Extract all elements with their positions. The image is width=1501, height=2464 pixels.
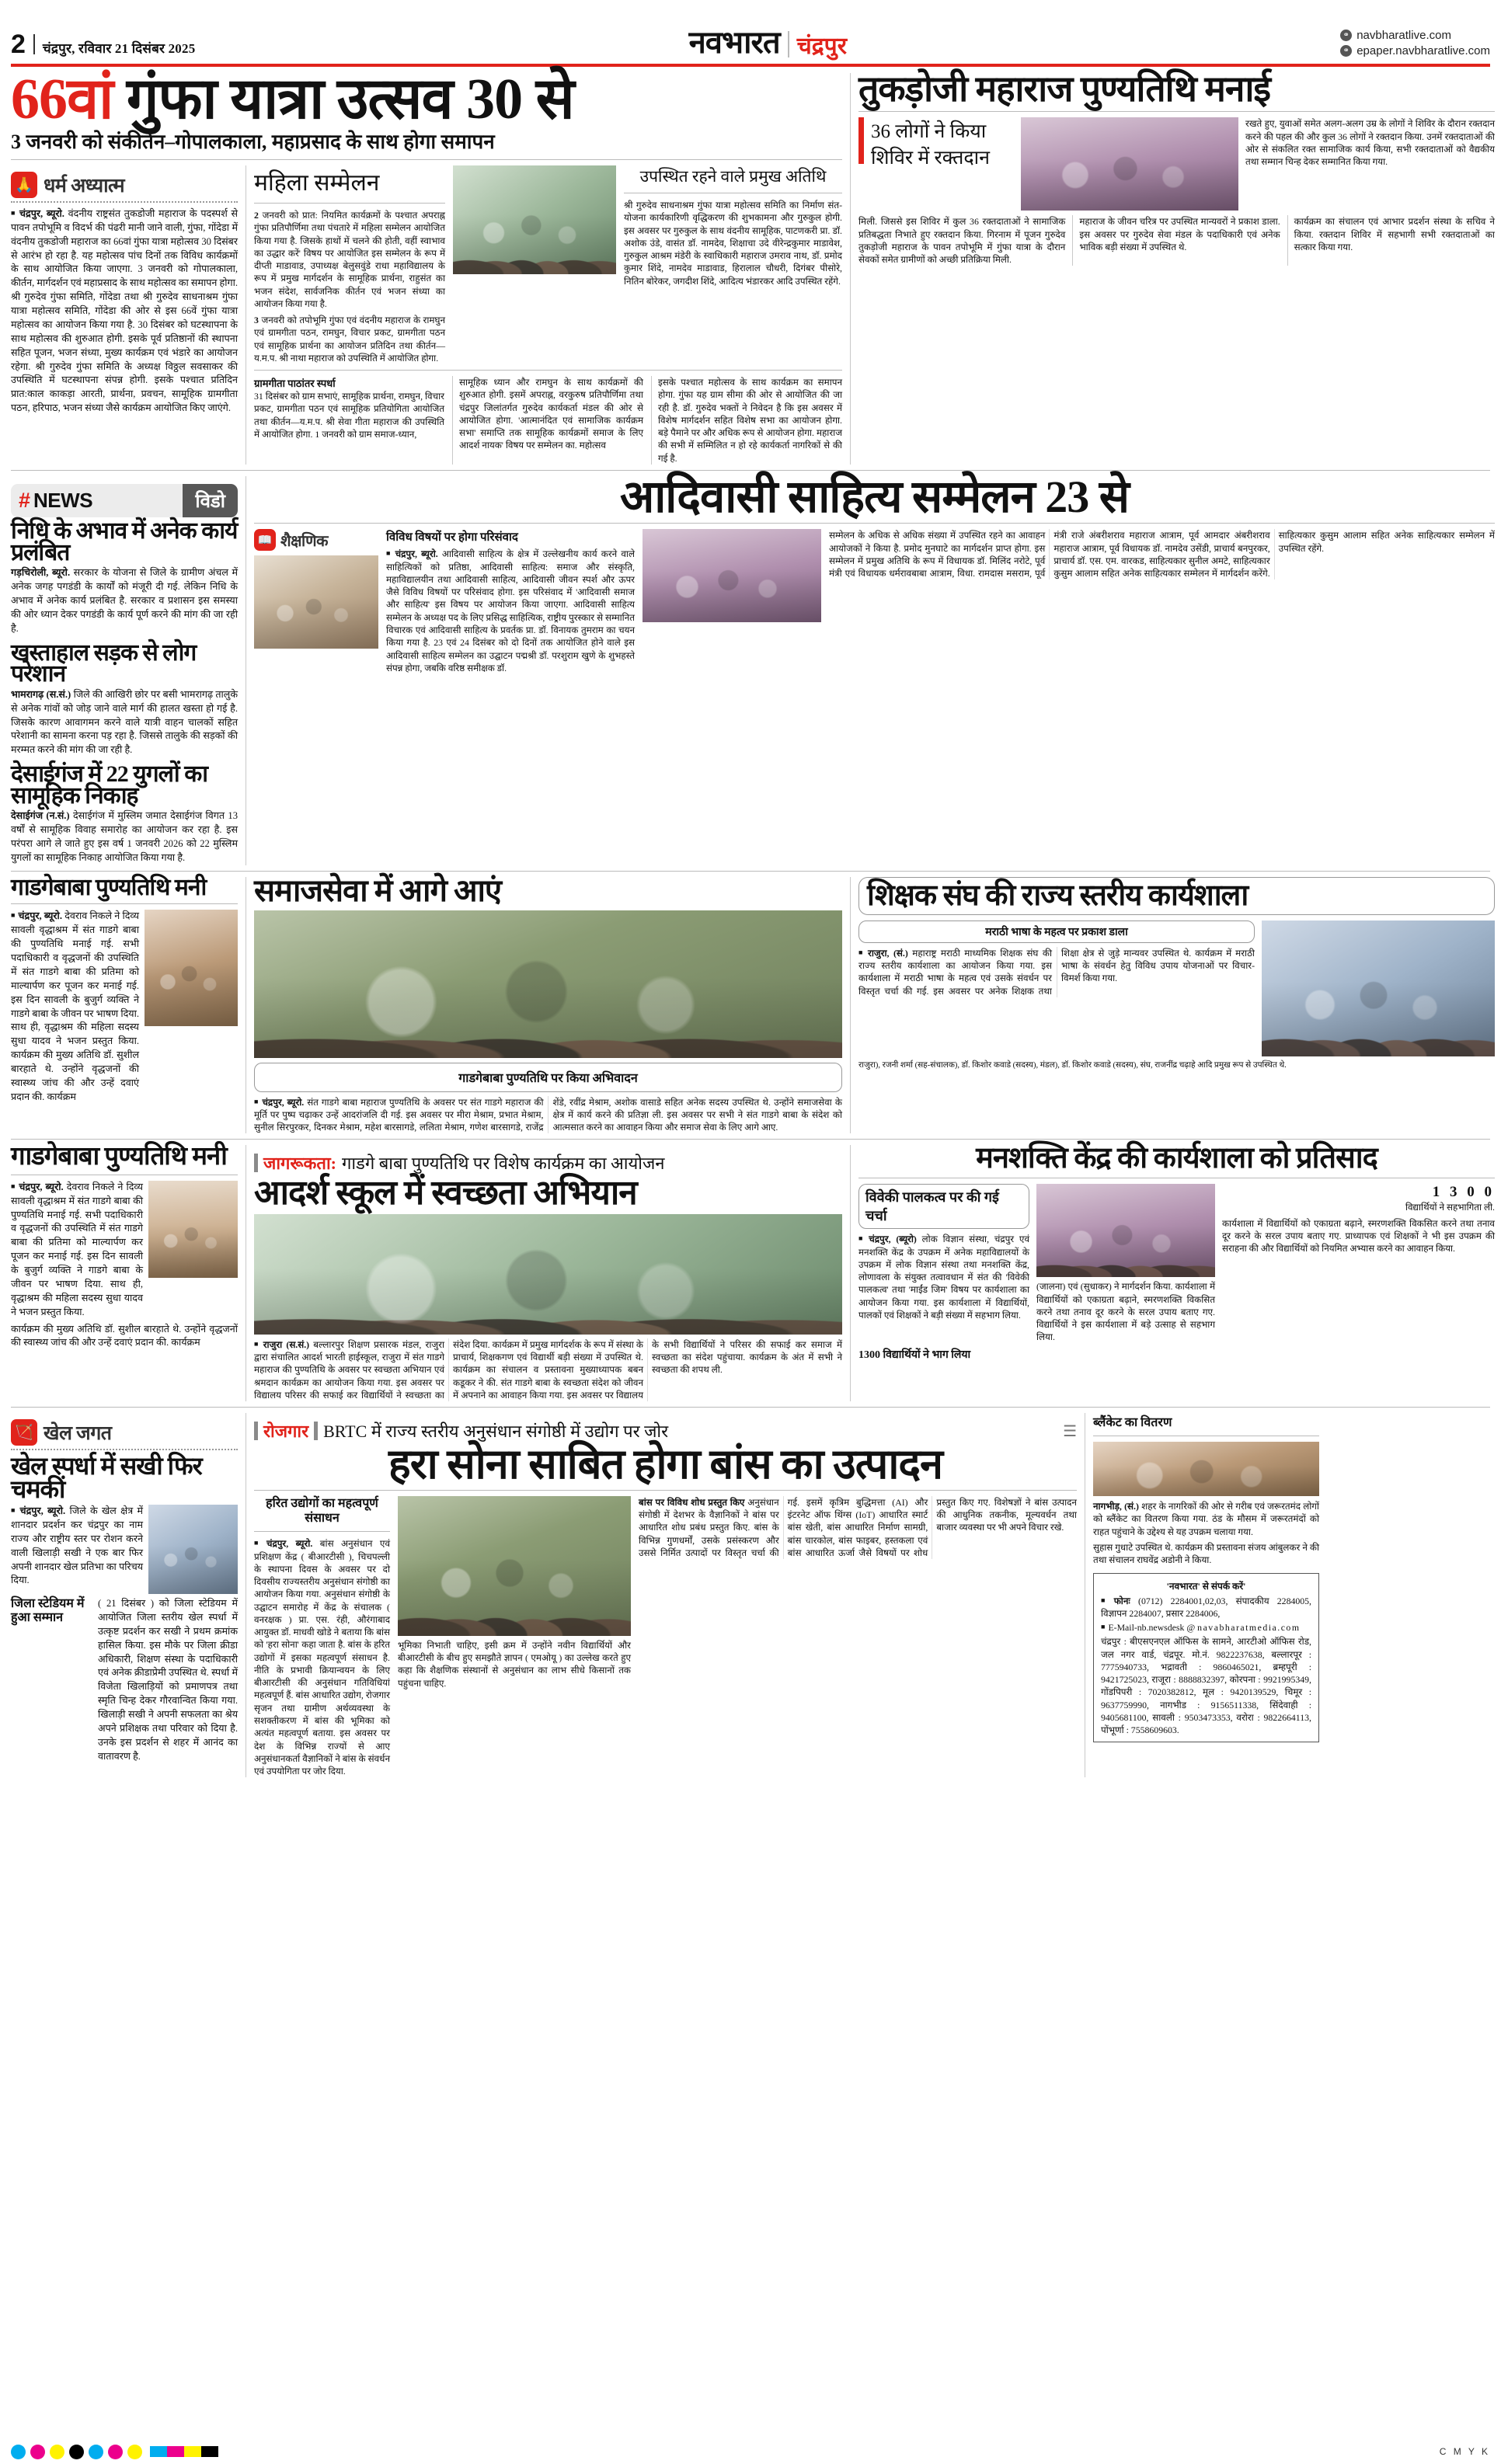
aadarsh-block bbox=[246, 1145, 842, 1401]
logo-separator bbox=[788, 31, 789, 57]
dharm-story-text bbox=[11, 207, 238, 416]
shikshak-block bbox=[850, 877, 1495, 1134]
shikshak-dateline: ■ राजुरा, (सं.) bbox=[858, 948, 908, 959]
tukdoji-row bbox=[858, 117, 1495, 211]
tukdoji-text-l: मिली. जिससे इस शिविर में कुल 36 रक्तदाताओं ने सामाजिक प्रतिबद्धता निभाते हुए रक्तदान किया. गिरनाम में पूजन गुरुदेव तुकड़ोजी महाराज के पावन तपोभूमि में गुंफा यात्रा के दौरान सेवकों समेत ग्रामीणों को अच्छी प्रतिक्रिया मिली. bbox=[858, 216, 1066, 266]
aadivasi-headline: आदिवासी साहित्य सम्मेलन 23 से bbox=[619, 472, 1130, 523]
mahila-item-3-num: 3 bbox=[254, 315, 259, 326]
contact-phone bbox=[1101, 1595, 1311, 1620]
gram-text-1: 31 दिसंबर को ग्राम सभाएं, सामूहिक प्रार्थना, रामघुन, विचार प्रकट, ग्रामगीता पठन एवं सामूहिक प्रतियोगिता आयोजित तथा कीर्तन—य.म.प. श्री सेवा गीता महाराज की उपस्थिति में आयोजित होगा. 1 जनवरी को ग्राम समाज-ध्यान, bbox=[254, 391, 444, 440]
contact-address: चंद्रपुर : बीएसएनएल ऑफिस के सामने, आरटीओ ऑफिस रोड, जल नगर वार्ड, चंद्रपूर. मो.नं. 9822237638, बल्लारपूर : 7775940733, भद्रावती : 9860465021, ब्रम्हपूरी : 9421725023, राजूरा : 8888832397, कोरपना : 9921995349, गोंडपिपरी : 7020382812, मूल : 9420139529, चिमूर : 9637759990, नागभीड : 9156511338, सिंदेवाही : 9405681100, सावली : 9503473353, वरोरा : 9822664113, पोंभूर्णा : 7558609603. bbox=[1101, 1636, 1311, 1736]
row-three bbox=[11, 872, 1490, 1134]
masthead-logo-group bbox=[195, 25, 1340, 60]
aadivasi-text-right-col bbox=[829, 529, 1495, 674]
shikshak-sub-box bbox=[858, 921, 1255, 943]
brtc-subtitle: हरित उद्योगों का महत्वपूर्ण संसाधन bbox=[266, 1496, 378, 1526]
color-registration-strip bbox=[11, 2444, 1490, 2459]
brtc-text-cols bbox=[639, 1496, 1077, 1777]
tukdoji-photo-wrap bbox=[1021, 117, 1238, 211]
menu-icon[interactable]: ☰ bbox=[1063, 1422, 1077, 1440]
tukdoji-headline: तुकड़ोजी महाराज पुण्यतिथि मनाई bbox=[858, 69, 1270, 109]
brtc-sub-col bbox=[254, 1496, 390, 1777]
section-label-dharm: धर्म अध्यात्म bbox=[44, 175, 125, 197]
aadarsh-tag-red: जागरूकता: bbox=[263, 1154, 336, 1174]
right-top-column bbox=[850, 69, 1495, 465]
story3-dateline: भामरागढ़ (स.सं.) bbox=[11, 688, 71, 700]
brtc-block bbox=[246, 1413, 1077, 1777]
manshakti-subhead: विवेकी पालकत्व पर की गई चर्चा bbox=[865, 1189, 999, 1224]
reg-bars bbox=[150, 2446, 218, 2457]
gadgebaba-photo bbox=[148, 1181, 238, 1278]
masthead-left bbox=[11, 31, 195, 57]
reg-dot-magenta bbox=[30, 2445, 45, 2459]
blanket-text bbox=[1093, 1500, 1319, 1538]
manshakti-sub-col bbox=[858, 1184, 1029, 1343]
brtc-subhead2: बांस पर विविध शोध प्रस्तुत किए bbox=[639, 1496, 745, 1508]
tag-bar-left bbox=[254, 1422, 258, 1440]
blanket-body: शहर के नागरिकों की ओर से गरीब एवं जरूरतमंद लोगों को ब्लैंकेट का वितरण किया गया. ठंड के मौसम में जरूरतमंदों को राहत पहुंचाने के उद्देश्य से यह उपक्रम चलाया गया. bbox=[1093, 1501, 1319, 1537]
manshakti-badge: 1 3 0 0 bbox=[1432, 1184, 1495, 1201]
website-url: navbharatlive.com bbox=[1356, 29, 1451, 42]
brtc-rule bbox=[254, 1490, 1077, 1491]
atithi-block bbox=[624, 165, 842, 364]
masthead-urls bbox=[1340, 29, 1490, 57]
video-label[interactable]: विडो bbox=[183, 484, 238, 517]
row4-separator bbox=[11, 1407, 1490, 1408]
sports-icon: 🏹 bbox=[11, 1419, 37, 1446]
news-video-badge[interactable] bbox=[11, 484, 238, 517]
sports-row-2 bbox=[11, 1597, 238, 1764]
lead-rule bbox=[11, 159, 842, 160]
mahila-item-2 bbox=[254, 209, 445, 310]
newspaper-logo: नवभारत bbox=[688, 25, 780, 60]
brtc-dateline: ■ चंद्रपुर, ब्यूरो. bbox=[254, 1538, 312, 1549]
story2-text bbox=[11, 566, 238, 635]
section-label-sports: खेल जगत bbox=[44, 1423, 112, 1445]
masthead bbox=[11, 0, 1490, 61]
brtc-body-2: अनुसंधान संगोष्ठी में देशभर के वैज्ञानिकों ने बांस पर आधारित शोध प्रबंध प्रस्तुत किए. बांस के विभिन्न गुणधर्मों, उसके प्रसंस्करण और उससे निर्मित उत्पादों पर विस्तृत चर्चा की गई. इसमें कृत्रिम बुद्धिमत्ता (AI) और इंटरनेट ऑफ थिंग्स bbox=[639, 1496, 928, 1558]
row3-separator bbox=[11, 1139, 1490, 1140]
row-top bbox=[11, 68, 1495, 465]
story5-dateline: ■ चंद्रपुर, ब्यूरो. bbox=[11, 910, 62, 921]
brtc-text-234 bbox=[639, 1496, 1077, 1559]
gadgebaba-body: देवराव निकले ने दिव्य सावली वृद्धाश्रम में संत गाडगे बाबा की पुण्यतिथि मनाई गई. सभी पदाधिकारी व वृद्धजनों की उपस्थिति में संत गाडगे बाबा की प्रतिमा को माल्यार्पण कर पूजन कर मनाई गई. इस दिन सावली के बुजुर्ग व्यक्ति ने गाडगे बाबा के जीवन पर भाषण दिया. साथ ही, वृद्धाश्रम की महिला सदस्य सुधा यादव ने भजन प्रस्तुत किया. bbox=[11, 1181, 143, 1317]
manshakti-badge-col bbox=[1222, 1184, 1495, 1343]
gadgebaba-text-2: कार्यक्रम की मुख्य अतिथि डॉ. सुशील बारहाते थे. उन्होंने वृद्धजनों की स्वास्थ्य जांच की और उन्हें दवाएं प्रदान की. कार्यक्रम bbox=[11, 1323, 238, 1349]
mahila-item-3-text: जनवरी को तपोभूमि गुंफा एवं वंदनीय महाराज के रामघुन एवं ग्रामगीता पठन, रामघुन, विचार प्रकट, ग्रामगीता पठन एवं सामूहिक प्रार्थना का आयोजन प्रतिदिन तथा कीर्तन—य.म.प. श्री नाथा महाराज को उपस्थिति में आयोजित होगा. bbox=[254, 315, 446, 364]
manshakti-extra: कार्यशाला में विद्यार्थियों को एकाग्रता बढ़ाने, स्मरणशक्ति विकसित करने तथा तनाव दूर करने के सरल उपाय बताए गए. प्राध्यापक एवं शिक्षकों ने भी इस उपक्रम की सराहना की और विद्यार्थियों को नियमित अभ्यास करने का आवाहन किया. bbox=[1222, 1217, 1495, 1255]
shikshak-caption: राजुरा), रजनी शर्मा (सह-संचालक), डॉ. किशोर कवाडे (सदस्य), मंडल), डॉ. किशोर कवाडे (सदस्य), संघ, राजनींद्र चढ़ाहे आदि प्रमुख रूप से उपस्थित थे. bbox=[858, 1060, 1287, 1070]
tukdoji-sub-wrap bbox=[858, 117, 1014, 211]
brtc-photo bbox=[398, 1496, 631, 1636]
samajseva-subbox bbox=[254, 1063, 842, 1092]
story5-body: देवराव निकले ने दिव्य सावली वृद्धाश्रम में संत गाडगे बाबा की पुण्यतिथि मनाई गई. सभी पदाधिकारी व वृद्धजनों की उपस्थिति में संत गाडगे बाबा की प्रतिमा को माल्यार्पण कर पूजन कर मनाई गई. इस दिन सावली के बुजुर्ग व्यक्ति ने गाडगे बाबा के जीवन पर भाषण दिया. साथ ही, वृद्धाश्रम की महिला सदस्य सुधा यादव ने भजन प्रस्तुत किया. कार्यक्रम की मुख्य अतिथि डॉ. सुशील बारहाते थे. उन्होंने वृद्धजनों की स्वास्थ्य जांच की और उन्हें दवाएं प्रदान की. कार्यक्रम bbox=[11, 910, 139, 1102]
brtc-row bbox=[254, 1496, 1077, 1777]
story5-row bbox=[11, 910, 238, 1104]
mahila-head-row bbox=[254, 165, 842, 364]
dharm-body: वंदनीय राष्ट्रसंत तुकडोजी महाराज के पदस्पर्श से पावन तपोभूमि व विदर्भ की पंढरी मानी जाने वाली, गुंफा, गोंदेडा में वंदनीय तुकडोजी महाराज का 66वां गुंफा यात्रा महोत्सव 30 दिसंबर से आरंभ हो रहा है. यह महोत्सव पांच दिनों तक विविध कार्यक्रमों के साथ आयोजित किया जाएगा. 3 जनवरी को गोपालकाला, कीर्तन, मार्गदर्शन एवं महाप्रसाद के साथ महोत्सव का समापन होगा. श्री गुरुदेव गुंफा समिति, गोंदेडा तथा श्री गुरुदेव साधनाश्रम गुंफा यात्रा महोत्सव समिति, गोंदेडा की ओर से इस 66वें गुंफा यात्रा महोत्सव का आयोजन किया गया है. 30 दिसंबर को घटस्थापना के साथ महोत्सव की शुरुआत होगी. इसके पूर्व प्रतिष्ठानों की स्थापना सहित पूजन, भजन संध्या, मुख्य कार्यक्रम एवं भंडारे का आयोजन रहेगा. श्री गुरुदेव गुंफा समिति के अध्यक्ष विठ्ठल सवसाकर की उपस्थिति में घटस्थापना संपन्न होगी. इसके पश्चात प्रतिदिन प्रात:काल काकड़ा आरती, प्रार्थना, प्रवचन, सामूहिक ग्रामगीता पठन, हरिपाठ, भजन संध्या जैसे कार्यक्रम आयोजित किए जाएंगे. bbox=[11, 207, 238, 414]
shikshak-headline-box bbox=[858, 877, 1495, 915]
epaper-url: epaper.navbharatlive.com bbox=[1356, 44, 1490, 57]
aadivasi-group-photo bbox=[643, 529, 821, 622]
mahila-item-3 bbox=[254, 314, 445, 364]
mahila-sep bbox=[254, 370, 842, 371]
aadivasi-rule bbox=[254, 523, 1495, 524]
mahila-photo bbox=[453, 165, 616, 274]
atithi-text-2: इसके पश्चात महोत्सव के साथ कार्यक्रम का समापन होगा. गुंफा यह ग्राम सीमा की ओर से आयोजित की जा रही है. डॉ. गुरुदेव भक्तों ने निवेदन है कि इस अवसर में विशेष मार्गदर्शन सहित विशेष सभा का आयोजन होगा. बड़े पैमाने पर और अधिक रूप से आयोजन होगा. महाराज की सभी में सम्मिलित न हो रहे कार्यकर्ता नागरिकों से की गई है. bbox=[658, 377, 842, 464]
section-label-shaikshanik: शैक्षणिक bbox=[280, 532, 328, 550]
manshakti-text2: (जालना) एवं (सुधाकर) ने मार्गदर्शन किया. कार्यशाला में विद्यार्थियों को एकाग्रता बढ़ाने, स्मरणशक्ति विकसित करने तथा तनाव दूर करने के सरल उपाय बताए गए. विद्यार्थियों ने इस कार्यशाला में बड़े उत्साह से सहभाग लिया. bbox=[1036, 1281, 1215, 1343]
aadarsh-tag-rest: गाडगे बाबा पुण्यतिथि पर विशेष कार्यक्रम का आयोजन bbox=[341, 1154, 665, 1174]
lead-headline-red: 66वां bbox=[11, 68, 113, 131]
brtc-sub-rule bbox=[254, 1531, 390, 1532]
manshakti-body: लोक विज्ञान संस्था, चंद्रपुर एवं मनशक्ति केंद्र के उपक्रम में अनेक महाविद्यालयों के उपक्रम में लोक विज्ञान संस्था तथा मनशक्ति केंद्र, लोणावला के संयुक्त तत्वावधान में संत की 'विवेकी पालकत्व' तथा 'माईंड जिम' विषय पर कार्यशाला का आयोजन किया गया. इस कार्यशाला में विद्यार्थियों, पालकों एवं शिक्षकों ने बड़ी संख्या में सहभाग लिया. bbox=[858, 1234, 1029, 1321]
samajseva-subhead: गाडगेबाबा पुण्यतिथि पर किया अभिवादन bbox=[458, 1071, 638, 1085]
reg-dot-cyan-2 bbox=[89, 2445, 103, 2459]
brtc-headline: हरा सोना साबित होगा बांस का उत्पादन bbox=[388, 1441, 942, 1488]
shikshak-photo-wrap bbox=[1262, 921, 1495, 1056]
sports-dateline: ■ चंद्रपुर, ब्यूरो. bbox=[11, 1505, 65, 1516]
brtc-tagbar bbox=[254, 1419, 1077, 1443]
contact-email[interactable] bbox=[1101, 1621, 1311, 1634]
contact-column bbox=[1085, 1413, 1319, 1777]
hash-icon: # bbox=[19, 489, 31, 513]
aadarsh-body: बल्लारपुर शिक्षण प्रसारक मंडल, राजुरा द्वारा संचालित आदर्श भारती हाईस्कूल, राजुरा में संत गाडगे महाराज की पुण्यतिथि के अवसर पर स्वच्छता अभियान एवं श्रमदान कार्यक्रम का आयोजन किया गया. इस अवसर पर विद्यालय परिसर की सफाई कर विद्यार्थियों ने स्वच्छता का संदेश दिया. कार्यक्रम में प्रमुख मार्गदर्शक के रूप में संस्था के प्राचार्य, शिक्षकगण एवं विद्यार्थी बड़ी संख्या में उपस्थित थे. bbox=[254, 1338, 643, 1401]
email-label: ■ E-Mail-nb.newsdesk @ bbox=[1101, 1622, 1195, 1633]
sports-caption: जिला स्टेडियम में हुआ सम्मान bbox=[11, 1597, 85, 1625]
tukdoji-filler: महाराज के जीवन चरित्र पर उपस्थित मान्यवरों ने प्रकाश डाला. इस अवसर पर गुरुदेव सेवा मंडल के पदाधिकारी एवं अनेक भाविक बड़ी संख्या में उपस्थित थे. bbox=[1079, 216, 1280, 252]
aadivasi-lead bbox=[386, 529, 635, 674]
samajseva-body: संत गाडगे बाबा महाराज पुण्यतिथि के अवसर पर संत गाडगे महाराज की मूर्ति पर पुष्प चढ़ाकर उन्हें आदरांजलि दी गई. इस अवसर पर मीरा मेश्राम, प्रभात मेश्राम, सुनील सिरपुरकर, दिनकर मेश्राम, महेश बारसागडे, ललिता मेश्राम, गणेश बारसागडे, राजेंद्र शेंडे, रवींद्र मेश्राम, अशोक वासाडे सहित अनेक सदस्य उपस्थित थे. उन्होंने समाजसेवा के क्षेत्र में कार्य करने की प्रतिज्ञा ली. इस अवसर पर सभी ने संत गाडगे बाबा के संदेश को आत्मसात करने का आवाहन किया और समाज सेवा के लिए आगे आए. bbox=[254, 1096, 842, 1133]
mahila-column bbox=[246, 165, 842, 465]
gram-col-2 bbox=[452, 376, 643, 465]
cmyk-label: C M Y K bbox=[1439, 2446, 1490, 2457]
mahila-left bbox=[254, 165, 445, 364]
gadgebaba-text bbox=[11, 1181, 143, 1320]
samajseva-block bbox=[246, 872, 842, 1134]
sports-photo-wrap bbox=[148, 1505, 238, 1594]
brtc-body-3: (IoT) आधारित स्मार्ट बांस खेती, बांस आधारित निर्माण सामग्री, बांस चारकोल, बांस फाइबर, हस्तकला एवं बांस आधारित ऊर्जा जैसे विषयों पर शोध प्रस्तुत किए गए. विशेषज्ञों ने बांस उत्पादन की आधुनिक तकनीक, मूल्यवर्धन तथा बाजार व्यवस्था पर भी अपने विचार रखे. bbox=[787, 1496, 1077, 1558]
story2-dateline: गड़चिरोली, ब्यूरो. bbox=[11, 567, 71, 579]
story3-headline: खस्ताहाल सड़क से लोग परेशान bbox=[11, 639, 197, 687]
reg-dot-yellow-2 bbox=[127, 2445, 142, 2459]
gadgebaba-headline: गाडगेबाबा पुण्यतिथि मनी bbox=[11, 1143, 227, 1171]
brtc-photo-wrap bbox=[398, 1496, 631, 1777]
left-col-row3 bbox=[11, 874, 238, 1134]
aadivasi-text bbox=[386, 548, 635, 674]
row-five bbox=[11, 1413, 1490, 1777]
sports-dotrule bbox=[11, 1449, 238, 1450]
dharm-column bbox=[11, 165, 238, 465]
gadgebaba-photo-wrap bbox=[148, 1181, 238, 1320]
contact-box bbox=[1093, 1573, 1319, 1743]
aadarsh-text bbox=[254, 1338, 842, 1401]
gadgebaba-left bbox=[11, 1145, 238, 1401]
shikshak-photo bbox=[1262, 921, 1495, 1056]
shikshak-text-col bbox=[858, 921, 1255, 1056]
section-badge-dharm bbox=[11, 172, 238, 198]
story5-text bbox=[11, 910, 139, 1104]
lead-subhead: 3 जनवरी को संकीर्तन–गोपालकाला, महाप्रसाद के साथ होगा समापन bbox=[11, 131, 495, 154]
samajseva-photo bbox=[254, 910, 842, 1058]
lead-body-row bbox=[11, 165, 842, 465]
shikshak-subhead: मराठी भाषा के महत्व पर प्रकाश डाला bbox=[985, 926, 1128, 938]
story4-dateline: देसाईगंज (न.सं.) bbox=[11, 810, 70, 822]
sports-body: जिले के खेल क्षेत्र में शानदार प्रदर्शन कर चंद्रपुर का नाम राज्य और राष्ट्रीय स्तर पर रोशन करने वाली खिलाड़ी सखी ने एक बार फिर अपनी शानदार खेल प्रतिभा का परिचय दिया. bbox=[11, 1505, 144, 1586]
atithi-col-2 bbox=[651, 376, 842, 465]
masthead-red-rule bbox=[11, 64, 1490, 67]
mahila-item-2-num: 2 bbox=[254, 209, 259, 221]
tag-bar-mid bbox=[314, 1422, 318, 1440]
page-number: 2 bbox=[11, 30, 26, 59]
sports-text-2: ( 21 दिसंबर ) को जिला स्टेडियम में आयोजित जिला स्तरीय खेल स्पर्धा में उत्कृष्ट प्रदर्शन कर सखी ने प्रथम क्रमांक हासिल किया. इस मौके पर जिला क्रीडा अधिकारी, शिक्षण संस्था के पदाधिकारी एवं अनेक क्रीडाप्रेमी उपस्थित थे. स्पर्धा में विजेता खिलाड़ियों को प्रमाणपत्र तथा स्मृति चिन्ह देकर गौरवान्वित किया गया. खिलाड़ी सखी ने अपनी सफलता का श्रेय अपने प्रशिक्षक तथा परिवार को दिया है. उनके इस प्रदर्शन से शहर में आनंद का वातावरण है. bbox=[98, 1598, 238, 1762]
brtc-tag-rest: BRTC में राज्य स्तरीय अनुसंधान संगोष्ठी में उद्योग पर जोर bbox=[323, 1422, 669, 1442]
story5-rule bbox=[11, 903, 238, 904]
manshakti-text bbox=[858, 1233, 1029, 1321]
sports-column bbox=[11, 1413, 238, 1777]
story4-body: देसाईगंज में मुस्लिम जमात देसाईगंज विगत 13 वर्षों से सामूहिक विवाह समारोह का आयोजन कर रहा है. इस परंपरा आगे ले जाते हुए इस वर्ष 1 जनवरी 2026 को 22 मुस्लिम युगलों का सामूहिक निकाह आयोजित किया गया है. bbox=[11, 810, 238, 863]
tukdoji-rule bbox=[858, 111, 1495, 112]
aadivasi-block bbox=[246, 472, 1495, 865]
suhas-text: सुहास गुधाटे उपस्थित थे. कार्यक्रम की प्रस्तावना संजय आंबुलकर ने की तथा संचालन राघवेंद्र अडोनी ने किया. bbox=[1093, 1542, 1319, 1566]
tag-bar-left bbox=[254, 1154, 258, 1172]
story5-photo bbox=[145, 910, 238, 1026]
sports-headline: खेल स्पर्धा में सखी फिर चमकीं bbox=[11, 1452, 202, 1503]
samajseva-headline: समाजसेवा में आगे आएं bbox=[254, 872, 501, 908]
mahila-item-2-text: जनवरी को प्रात: नियमित कार्यक्रमों के पश्चात अपराह्न गुंफा प्रतिपौर्णिमा तथा पंचतारे में महिला सम्मेलन आयोजित किया गया है. जिसके हाथों में चलने की होती, वहीं स्वाभाव का उद्धार करें' विषय पर आयोजित इस सम्मेलन के रूप में दीप्ती माडावाड, उपाध्यक्ष बेलुसवुंडे राधा महाविद्यालय के रूप में प्रमुख मार्गदर्शन के सामूहिक प्रार्थना, राहुसंत का भजन संदेश, सार्वजनिक कीर्तन एवं भजन संध्या का आयोजन किया गया है. bbox=[254, 209, 445, 309]
namaste-icon: 🙏 bbox=[11, 172, 37, 198]
section-badge-shaikshanik bbox=[254, 529, 378, 551]
lead-block bbox=[11, 68, 842, 465]
left-news-column bbox=[11, 476, 238, 865]
tukdoji-photo bbox=[1021, 117, 1238, 211]
story2-headline: निधि के अभाव में अनेक कार्य प्रलंबित bbox=[11, 518, 238, 566]
brtc-body: बांस अनुसंधान एवं प्रशिक्षण केंद्र ( बीआरटीसी ), चिचपल्ली के स्थापना दिवस के अवसर पर दो दिवसीय राज्यस्तरीय अनुसंधान संगोष्ठी का आयोजन किया गया. अनुसंधान संगोष्ठी के उद्घाटन समारोह में केंद्र के संचालक ( वनरक्षक ) प्रा. एस. रंही, औरंगाबाद आयुक्त डॉ. माधवी खोडे ने बताया कि बांस को 'हरा सोना' कहा जाता है. बांस के हरित उद्योगों में इसका महत्वपूर्ण संसाधन है. नीति के प्रभावी क्रियान्वयन के लिए बीआरटीसी की अनुसंधान गतिविधियां महत्वपूर्ण हैं. बांस आधारित उद्योग, रोजगार सृजन तथा ग्रामीण अर्थव्यवस्था के सशक्तीकरण में बांस की भूमिका को अत्यंत महत्वपूर्ण बताया. इस अवसर पर देश के विभिन्न राज्यों से आए अनुसंधानकर्ता वैज्ञानिकों ने बांस के संवर्धन एवं उपयोगिता पर जोर दिया. bbox=[254, 1538, 390, 1777]
place-date: चंद्रपुर, रविवार 21 दिसंबर 2025 bbox=[42, 41, 196, 56]
globe-icon: ⚭ bbox=[1340, 45, 1352, 57]
email-domain: navabharatmedia.com bbox=[1197, 1622, 1301, 1634]
tukdoji-subhead: 36 लोगों ने किया शिविर में रक्तदान bbox=[871, 121, 991, 169]
news-label: NEWS bbox=[33, 489, 93, 513]
aadivasi-badge-col bbox=[254, 529, 378, 674]
tukdoji-row-2 bbox=[858, 215, 1495, 266]
sports-row bbox=[11, 1505, 238, 1594]
aadivasi-dateline: ■ चंद्रपुर, ब्यूरो. bbox=[386, 548, 438, 559]
reg-dot-black bbox=[69, 2445, 84, 2459]
lead-headline-rest: गुंफा यात्रा उत्सव 30 से bbox=[126, 68, 574, 131]
manshakti-dateline: ■ चंद्रपुर, (ब्यूरो) bbox=[858, 1234, 917, 1244]
shikshak-row bbox=[858, 921, 1495, 1056]
globe-icon: ⚭ bbox=[1340, 30, 1352, 41]
row-two bbox=[11, 472, 1495, 865]
aadarsh-dateline: ■ राजुरा (स.सं.) bbox=[254, 1339, 309, 1350]
row2-separator bbox=[11, 871, 1490, 872]
row1-separator bbox=[11, 470, 1490, 471]
story3-body: जिले की आखिरी छोर पर बसी भामरागढ़ तालुके से अनेक गांवों को जोड़ जाने वाले मार्ग की हालत खस्ता हो गई है. जिसके कारण आवागमन करने वाले यात्री वाहन चालकों सहित परेशानी का सामना करना पड़ रहा है. जिससे तालुके की सड़कों की मरम्मत करने की मांग की जा रही है. bbox=[11, 688, 239, 756]
news-badge bbox=[11, 484, 183, 517]
phone-label: ■ फोनः bbox=[1101, 1596, 1130, 1606]
brtc-tag-red: रोजगार bbox=[263, 1422, 309, 1442]
tukdoji-col-a bbox=[858, 215, 1065, 266]
mahila-rule bbox=[254, 203, 445, 204]
aadivasi-photo-col bbox=[643, 529, 821, 674]
edition-name: चंद्रपुर bbox=[796, 33, 847, 59]
reg-dot-cyan bbox=[11, 2445, 26, 2459]
story5-headline: गाडगेबाबा पुण्यतिथि मनी bbox=[11, 874, 207, 900]
mahila-photo-wrap bbox=[453, 165, 616, 364]
contact-title: 'नवभारत' से संपर्क करें' bbox=[1166, 1580, 1246, 1592]
blanket-headline: ब्लैंकेट का वितरण bbox=[1093, 1416, 1172, 1430]
aadivasi-subhead: विविध विषयों पर होगा परिसंवाद bbox=[386, 531, 518, 545]
manshakti-photo-wrap bbox=[1036, 1184, 1215, 1343]
blanket-dateline: नागभीड़, (सं.) bbox=[1093, 1501, 1139, 1512]
aadarsh-photo bbox=[254, 1214, 842, 1335]
sports-text bbox=[11, 1505, 143, 1594]
manshakti-headline: मनशक्ति केंद्र की कार्यशाला को प्रतिसाद bbox=[976, 1142, 1377, 1175]
manshakti-text3: 1300 विद्यार्थियों ने भाग लिया bbox=[858, 1349, 971, 1361]
aadivasi-body: आदिवासी साहित्य के क्षेत्र में उल्लेखनीय कार्य करने वाले साहित्यिकों को प्रतिष्ठा, आदिवासी साहित्य: समाज और संस्कृति, महाविद्यालयीन तथा आदिवासी साहित्य, आदिवासी जीवन स्पर्श और ऊपर जैसे विविध विषयों पर परिसंवाद होगा. इस परिसंवाद में 'आदिवासी समाज और साहित्य' इस विषय पर आयोजन किया जाएगा. आदिवासी साहित्य सम्मेलन के अध्यक्ष पद के लिए प्रसिद्ध साहित्यिक, राष्ट्रीय पुरस्कार से सम्मानित विचारक एवं आदिवासी साहित्य के प्रवर्तक प्रा. डॉ. विनायक तुमराम का चयन किया गया है. 23 एवं 24 दिसंबर को दो दिनों तक आयोजित होने वाले इस आदिवासी साहित्य सम्मेलन का उद्घाटन पद्मश्री डॉ. परशुराम खुणे के शुभहस्ते संपन्न होगा, जबकि वरिष्ठ समीक्षक डॉ. bbox=[386, 548, 635, 673]
shikshak-body: महाराष्ट्र मराठी माध्यमिक शिक्षक संघ की राज्य स्तरीय कार्यशाला का आयोजन किया गया. इस कार्यशाला में मराठी भाषा के महत्व एवं उसके संवर्धन पर विस्तृत चर्चा की गई. इस अवसर पर अनेक शिक्षक तथा शिक्षा क्षेत्र से जुड़े मान्यवर उपस्थित थे. कार्यक्रम में मराठी भाषा के संवर्धन हेतु विविध उपाय योजनाओं पर विचार-विमर्श किया गया. bbox=[858, 947, 1255, 997]
manshakti-row bbox=[858, 1184, 1495, 1343]
row-four bbox=[11, 1142, 1495, 1401]
story3-text bbox=[11, 688, 238, 757]
atithi-text: श्री गुरुदेव साधनाश्रम गुंफा यात्रा महोत्सव समिति का निर्माण संत-योजना कार्यकारिणी वृद्धिकरण की शुभकामना और गुरुकुल होगी. इस अवसर पर गुरुकुल के साथ वंदनीय सामूहिक, पाटणकरी प्रा. डॉ. अशोक उंडे, वासंत डॉ. नामदेव, शिक्षाचा उदे वीरेन्द्रकुमार माडावेश, गुरुकुल आश्रम मंडेरी के स्वाधिकारी महाराज उमराव नाथ, डॉ. प्रमोद कुमार शिंदे, नामदेव माडावाड, हिरालाल चौधरी, दिगंबर पीसोरे, नितिन बोरेकर, जगदीश शिंदे, आदित्य भंडारकर आदि उपस्थित रहेंगे. bbox=[624, 199, 842, 287]
tukdoji-filler-2: कार्यक्रम का संचालन एवं आभार प्रदर्शन संस्था के सचिव ने किया. रक्तदान शिविर में सहभागी सभी रक्तदाताओं का सत्कार किया गया. bbox=[1294, 216, 1495, 252]
mahila-title: महिला सम्मेलन bbox=[254, 169, 380, 196]
brtc-caption: भूमिका निभाती चाहिए, इसी क्रम में उन्होंने नवीन विद्यार्थियों और बीआरटीसी के बीच हुए समझौते ज्ञापन ( एमओयू ) का उल्लेख करते हुए कहा कि शैक्षणिक संस्थानों से अनुसंधान का लाभ सीधे किसानों तक पहुंचना चाहिए. bbox=[398, 1639, 631, 1689]
gadgebaba-dateline: ■ चंद्रपुर, ब्यूरो. bbox=[11, 1182, 64, 1192]
phone-numbers: (0712) 2284001,02,03, संपादकीय 2284005, विज्ञापन 2284007, प्रसार 2284006, bbox=[1101, 1595, 1312, 1619]
lead-headline bbox=[11, 68, 842, 131]
gram-subhead: ग्रामगीता पाठांतर स्पर्धा bbox=[254, 378, 336, 390]
aadivasi-text-right: सम्मेलन के अधिक से अधिक संख्या में उपस्थित रहने का आवाहन आयोजकों ने किया है. प्रमोद मुनघाटे का मार्गदर्शन प्राप्त होगा. इस सम्मेलन में प्रमुख अतिथि के रूप में विधायक डॉ. मिलिंद नरोटे, पूर्व मंत्री एवं विधायक धर्मरावबाबा आत्राम, विधा. रामदास मसराम, पूर्व मंत्री राजे अंबरीशराव महाराज आत्राम, पूर्व आमदार अंबरीशराव महाराज आत्राम, पूर्व विधायक डॉ. नामदेव उसेंडी, प्राचार्य बनपुरकर, प्राचार्य डॉ. एस. एम. वारकड, साहित्यकार सुनील अमटे, साहित्यकार कुसुम आलाम सहित अनेक साहित्यकार सम्मेलन में मार्गदर्शन करेंगे. साहित्यकार कुसुम आलाम सहित अनेक साहित्यकार सम्मेलन में उपस्थित रहेंगे. bbox=[829, 530, 1495, 579]
tukdoji-col-c bbox=[1287, 215, 1495, 266]
aadarsh-headline: आदर्श स्कूल में स्वच्छता अभियान bbox=[254, 1174, 637, 1213]
tukdoji-text-r: रखते हुए, युवाओं समेत अलग-अलग उम्र के लोगों ने शिविर के दौरान रक्तदान करने की पहल की और कुल 36 लोगों ने रक्तदान किया. उनमें रक्तदाताओं की ओर से संकलित रक्त सामाजिक कार्य किया, सभी रक्तदाताओं को वैद्यकीय तथा सम्मान चिन्ह देकर सम्मानित किया गया. bbox=[1245, 118, 1495, 168]
manshakti-photo bbox=[1036, 1184, 1215, 1277]
samajseva-dateline: ■ चंद्रपुर, ब्यूरो. bbox=[254, 1097, 304, 1108]
blanket-photo bbox=[1093, 1442, 1319, 1496]
manshakti-sub-box bbox=[858, 1184, 1029, 1229]
red-bar bbox=[858, 117, 864, 164]
dharm-dateline: ■ चंद्रपुर, ब्यूरो. bbox=[11, 208, 64, 219]
sports-caption-wrap bbox=[11, 1597, 92, 1764]
website-link[interactable] bbox=[1340, 29, 1451, 42]
gram-stardha bbox=[254, 376, 444, 465]
tukdoji-sub bbox=[858, 117, 1014, 170]
aadivasi-row bbox=[254, 529, 1495, 674]
tukdoji-text-right bbox=[1245, 117, 1495, 211]
shikshak-headline: शिक्षक संघ की राज्य स्तरीय कार्यशाला bbox=[867, 879, 1249, 912]
aadarsh-tagbar bbox=[254, 1151, 842, 1175]
gadgebaba-row bbox=[11, 1181, 238, 1320]
reg-dot-yellow bbox=[50, 2445, 64, 2459]
brtc-text-1 bbox=[254, 1537, 390, 1777]
manshakti-badge-text: विद्यार्थियों ने सहभागिता ली. bbox=[1405, 1202, 1495, 1213]
reg-dot-magenta-2 bbox=[108, 2445, 123, 2459]
aadivasi-portrait-photo bbox=[254, 555, 378, 649]
sports-photo bbox=[148, 1505, 238, 1594]
shikshak-text bbox=[858, 947, 1255, 997]
section-badge-sports bbox=[11, 1419, 238, 1446]
aadarsh-body-2: कार्यक्रम का संचालन व प्रस्तावना मुख्याध्यापक बबन कडूकर ने की. संत गाडगे बाबा के स्वच्छता संदेश को जीवन में अपनाने का आवाहन किया गया. इस अवसर पर विद्यालय के सभी विद्यार्थियों ने परिसर की सफाई कर समाज में स्वच्छता का संदेश पहुंचाया. कार्यक्रम के अंत में सभी ने स्वच्छता की शपथ ली. bbox=[453, 1338, 842, 1401]
epaper-link[interactable] bbox=[1340, 44, 1490, 57]
story5-photo-wrap bbox=[145, 910, 238, 1104]
masthead-divider bbox=[33, 34, 35, 54]
tukdoji-col-b bbox=[1072, 215, 1280, 266]
story4-headline: देसाईगंज में 22 युगलों का सामूहिक निकाह bbox=[11, 761, 208, 809]
atithi-title: उपस्थित रहने वाले प्रमुख अतिथि bbox=[639, 166, 827, 186]
gram-text-2: सामूहिक ध्यान और रामघुन के साथ कार्यक्रमों की शुरुआत होगी. इसमें अपराह्न, वरकुरुष प्रतिपौर्णिमा तथा चंद्रपुर जिलांतर्गत गुरुदेव कार्यकर्ता मंडल की ओर से आयोजित होगा. 'आत्मानंदित एवं सामाजिक कार्यक्रम सभा' समाप्ति तक सामूहिक कार्यक्रमों समाज के लिए आदर्श नायक' विषय पर सम्मेलन का. महोत्सव bbox=[459, 377, 643, 451]
manshakti-block bbox=[850, 1142, 1495, 1401]
samajseva-text bbox=[254, 1096, 842, 1134]
mahila-lower bbox=[254, 376, 842, 465]
story2-body: सरकार के योजना से जिले के ग्रामीण अंचल में अनेक जगह पगडंडी के कार्यों को मंजूरी दी गई. लेकिन निधि के अभाव में अनेक कार्य प्रलंबित है. सरकार व प्रशासन इस समस्या की ओर ध्यान देकर पगडंडी के कार्य पूर्ण करने की मांग की जा रही है. bbox=[11, 567, 238, 634]
book-icon: 📖 bbox=[254, 529, 276, 551]
story4-text bbox=[11, 809, 238, 865]
dotted-rule bbox=[11, 201, 238, 203]
